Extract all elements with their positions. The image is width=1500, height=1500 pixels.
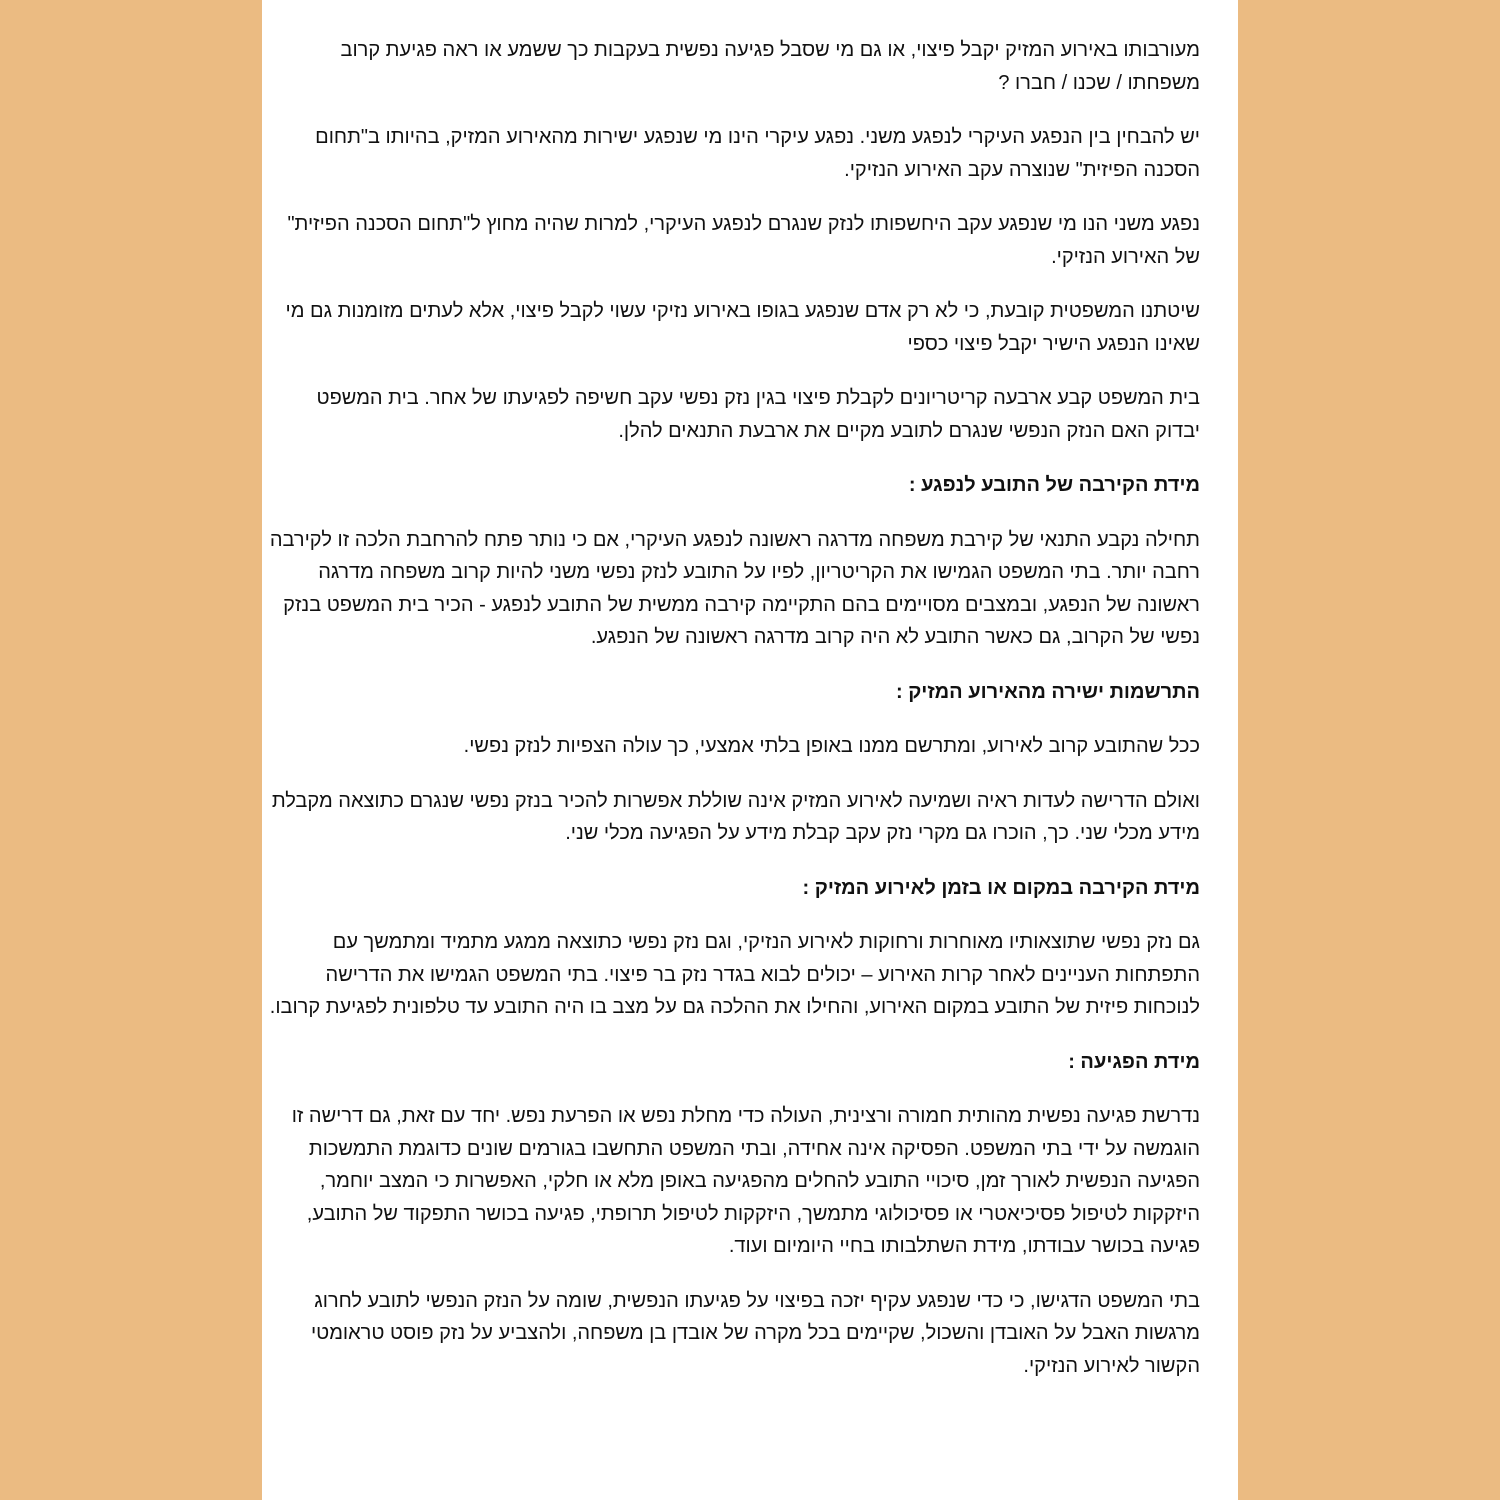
paragraph-secondary-definition: נפגע משני הנו מי שנפגע עקב היחשפותו לנזק שנגרם לנפגע העיקרי, למרות שהיה מחוץ ל"תחום הסכנה הפיזית" של האירוע הנזיקי.: [287, 213, 1200, 268]
document-body: [268, 34, 1200, 1404]
paragraph-four-criteria: בית המשפט קבע ארבעה קריטריונים לקבלת פיצוי בגין נזק נפשי עקב חשיפה לפגיעתו של אחר. בית המשפט יבדוק האם הנזק הנפשי שנגרם לתובע מקיים את ארבעת התנאים להלן.: [316, 387, 1200, 442]
paragraph-legal-system: שיטתנו המשפטית קובעת, כי לא רק אדם שנפגע בגופו באירוע נזיקי עשוי לקבל פיצוי, אלא לעתים מזומנות גם מי שאינו הנפגע הישיר יקבל פיצוי כספי: [285, 300, 1200, 355]
paragraph-primary-vs-secondary: יש להבחין בין הנפגע העיקרי לנפגע משני. נפגע עיקרי הינו מי שנפגע ישירות מהאירוע המזיק, בהיותו ב"תחום הסכנה הפיזית" שנוצרה עקב האירוע הנזיקי.: [315, 126, 1200, 181]
document-page: [262, 0, 1238, 1500]
heading-place-time-closeness: מידת הקירבה במקום או בזמן לאירוע המזיק :: [802, 876, 1200, 899]
paragraph-place-time-closeness: גם נזק נפשי שתוצאותיו מאוחרות ורחוקות לאירוע הנזיקי, וגם נזק נפשי כתוצאה ממגע מתמיד ומתמשך עם התפתחות העניינים לאחר קרות האירוע – יכולים לבוא בגדר נזק בר פיצוי. בתי המשפט הגמישו את הדרישה לנוכחות פיזית של התובע במקום האירוע, והחילו את ההלכה גם על מצב בו היה התובע עד טלפונית לפגיעת קרובו.: [269, 931, 1200, 1018]
heading-direct-impression: התרשמות ישירה מהאירוע המזיק :: [895, 680, 1200, 703]
paragraph-closeness-to-victim: תחילה נקבע התנאי של קירבת משפחה מדרגה ראשונה לנפגע העיקרי, אם כי נותר פתח להרחבת הלכה זו לקירבה רחבה יותר. בתי המשפט הגמישו את הקריטריון, לפיו על התובע לנזק נפשי משני להיות קרוב משפחה מדרגה ראשונה של הנפגע, ובמצבים מסויימים בהם התקיימה קירבה ממשית של התובע לנפגע - הכיר בית המשפט בנזק נפשי של הקרוב, גם כאשר התובע לא היה קרוב מדרגה ראשונה של הנפגע.: [269, 528, 1200, 648]
heading-severity-of-harm: מידת הפגיעה :: [1068, 1050, 1200, 1073]
paragraph-direct-impression: ככל שהתובע קרוב לאירוע, ומתרשם ממנו באופן בלתי אמצעי, כך עולה הצפיות לנזק נפשי.: [463, 735, 1200, 757]
paragraph-secondhand-information: ואולם הדרישה לעדות ראיה ושמיעה לאירוע המזיק אינה שוללת אפשרות להכיר בנזק נפשי שנגרם כתוצאה מקבלת מידע מכלי שני. כך, הוכרו גם מקרי נזק עקב קבלת מידע על הפגיעה מכלי שני.: [271, 789, 1200, 844]
paragraph-severity-of-harm: נדרשת פגיעה נפשית מהותית חמורה ורצינית, העולה כדי מחלת נפש או הפרעת נפש. יחד עם זאת, גם דרישה זו הוגמשה על ידי בתי המשפט. הפסיקה אינה אחידה, ובתי המשפט התחשבו בגורמים שונים כדוגמת התמשכות הפגיעה הנפשית לאורך זמן, סיכויי התובע להחלים מהפגיעה באופן מלא או חלקי, האפשרות כי המצב יוחמר, היזקקות לטיפול פסיכיאטרי או פסיכולוגי מתמשך, היזקקות לטיפול תרופתי, פגיעה בכושר התפקוד של התובע, פגיעה בכושר עבודתו, מידת השתלבותו בחיי היומיום ועוד.: [291, 1105, 1200, 1257]
heading-closeness-to-victim: מידת הקירבה של התובע לנפגע :: [908, 474, 1200, 496]
paragraph-courts-emphasis: בתי המשפט הדגישו, כי כדי שנפגע עקיף יזכה בפיצוי על פגיעתו הנפשית, שומה על הנזק הנפשי לתובע לחרוג מרגשות האבל על האובדן והשכול, שקיימים בכל מקרה של אובדן בן משפחה, ולהצביע על נזק פוסט טראומטי הקשור לאירוע הנזיקי.: [310, 1289, 1200, 1377]
paragraph-intro-continued: מעורבותו באירוע המזיק יקבל פיצוי, או גם מי שסבל פגיעה נפשית בעקבות כך ששמע או ראה פגיעת קרוב משפחתו / שכנו / חברו ?: [340, 39, 1200, 94]
